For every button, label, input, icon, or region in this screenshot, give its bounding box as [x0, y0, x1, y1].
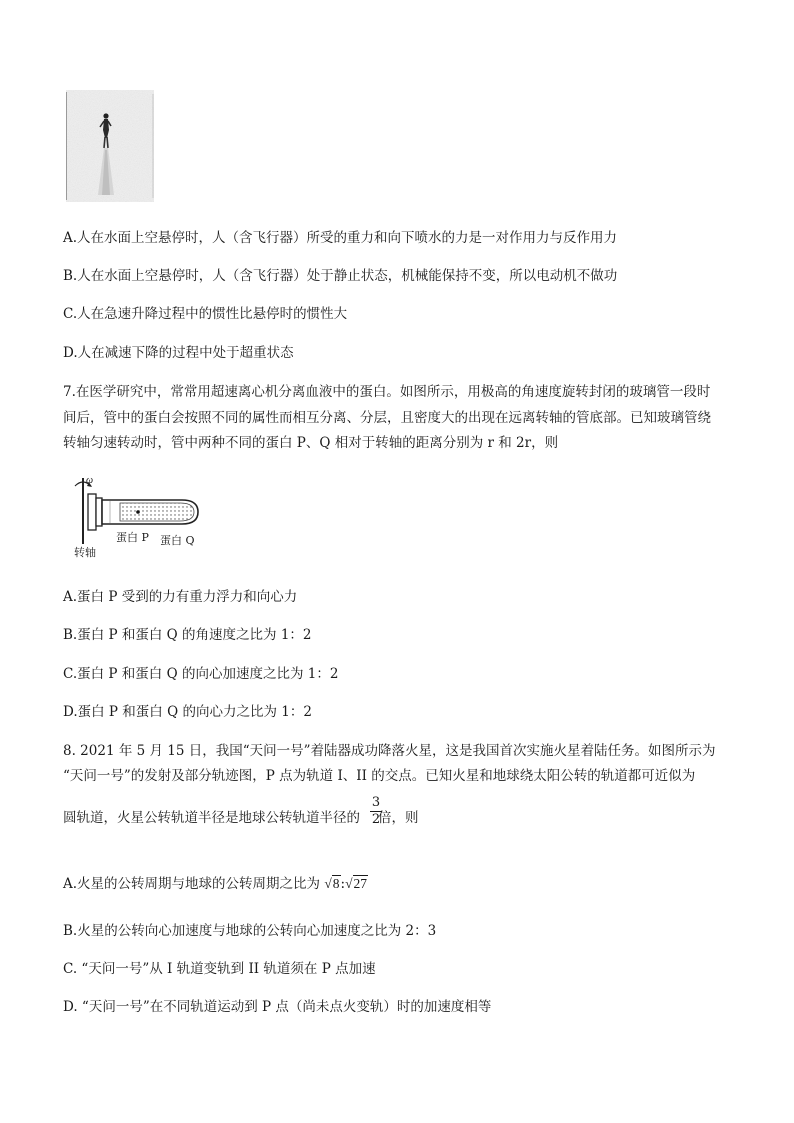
- q8-stem-line-3-text: 圆轨道，火星公转轨道半径是地球公转轨道半径的: [63, 810, 360, 826]
- q8-option-b: B.火星的公转向心加速度与地球的公转向心加速度之比为 2：3: [63, 923, 437, 939]
- omega-label: ω: [86, 475, 94, 486]
- q7-option-d: D.蛋白 P 和蛋白 Q 的向心力之比为 1：2: [63, 704, 312, 720]
- q6-option-b: B.人在水面上空悬停时，人（含飞行器）处于静止状态，机械能保持不变，所以电动机不做功: [63, 268, 618, 284]
- axis-label: 转轴: [74, 546, 96, 559]
- q8-option-a-text: A.火星的公转周期与地球的公转周期之比为: [63, 876, 321, 892]
- q8-stem-line-3: [63, 808, 419, 828]
- q7-option-c: C.蛋白 P 和蛋白 Q 的向心加速度之比为 1：2: [63, 666, 339, 682]
- ratio-colon: :: [340, 876, 346, 892]
- q7-stem-line-2: 间后，管中的蛋白会按照不同的属性而相互分离、分层，且密度大的出现在远离转轴的管底部。已知玻璃管绕: [63, 410, 711, 426]
- jetpack-photo: [66, 90, 154, 202]
- q6-option-c: C.人在急速升降过程中的惯性比悬停时的惯性大: [63, 306, 348, 322]
- q7-option-a: A.蛋白 P 受到的力有重力浮力和向心力: [63, 589, 298, 605]
- q6-option-d: D.人在减速下降的过程中处于超重状态: [63, 345, 294, 361]
- sqrt-8: √8: [324, 876, 340, 891]
- fraction-numerator: 3: [371, 795, 381, 810]
- q8-option-d: D. “天问一号”在不同轨道运动到 P 点（尚未点火变轨）时的加速度相等: [63, 999, 492, 1015]
- q6-option-a: A.人在水面上空悬停时，人（含飞行器）所受的重力和向下喷水的力是一对作用力与反作用力: [63, 230, 618, 246]
- q8-option-c: C. “天问一号”从 I 轨道变轨到 II 轨道须在 P 点加速: [63, 961, 376, 977]
- q7-option-b: B.蛋白 P 和蛋白 Q 的角速度之比为 1：2: [63, 627, 312, 643]
- fraction-denominator: 2: [371, 812, 381, 827]
- q8-option-a: [63, 874, 368, 894]
- protein-p-label: 蛋白 P: [116, 531, 149, 544]
- q7-stem-line-1: 7.在医学研究中，常常用超速离心机分离血液中的蛋白。如图所示，用极高的角速度旋转封闭的玻璃管一段时: [63, 384, 711, 400]
- sqrt-27: √27: [345, 876, 367, 891]
- q7-stem-line-3: 转轴匀速转动时，管中两种不同的蛋白 P、Q 相对于转轴的距离分别为 r 和 2r，则: [63, 435, 559, 451]
- q8-stem-line-1: 8. 2021 年 5 月 15 日，我国“天问一号”着陆器成功降落火星，这是我国首次实施火星着陆任务。如图所示为: [63, 743, 716, 759]
- q8-stem-line-2: “天问一号”的发射及部分轨迹图，P 点为轨道 I、II 的交点。已知火星和地球绕太阳公转的轨道都可近似为: [63, 768, 696, 784]
- protein-q-label: 蛋白 Q: [160, 534, 195, 547]
- fraction-three-halves: [370, 796, 382, 827]
- centrifuge-figure: [70, 474, 210, 564]
- q8-stem-line-3-end: 倍，则: [378, 810, 419, 826]
